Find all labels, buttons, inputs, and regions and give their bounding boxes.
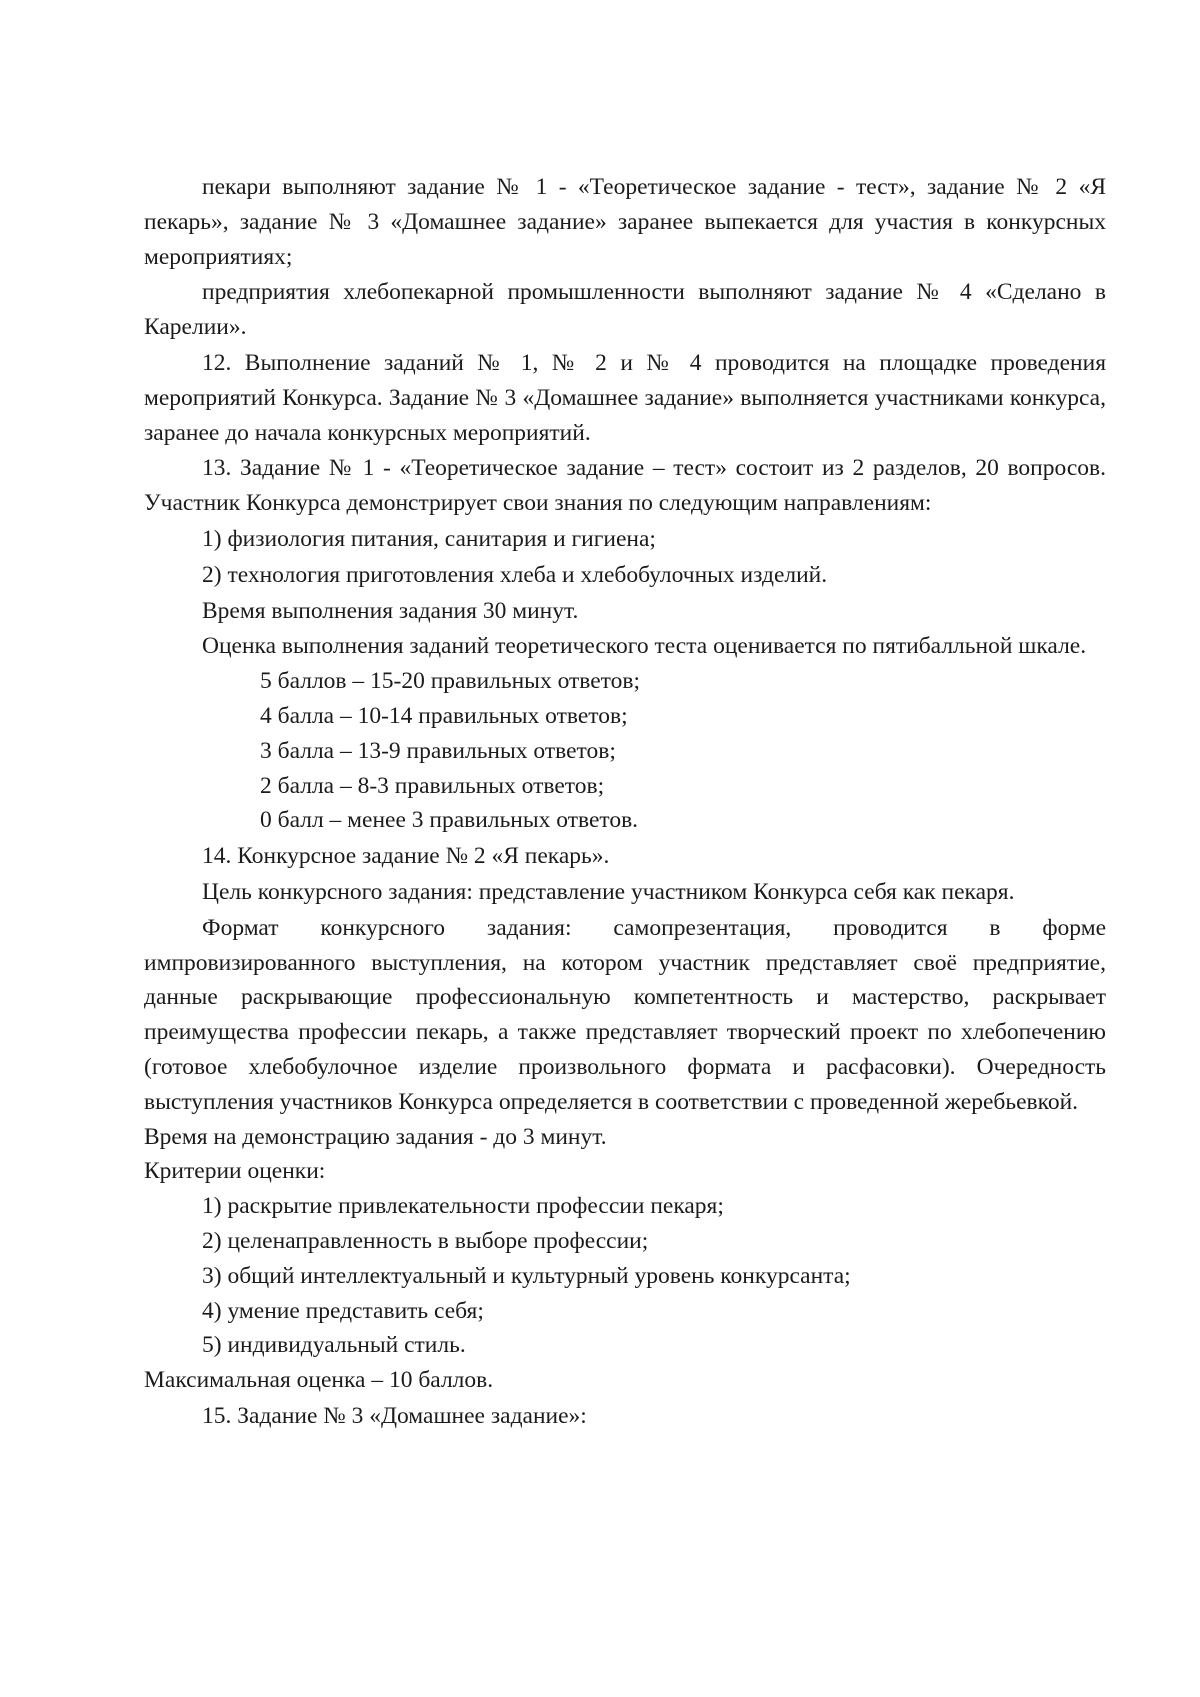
topic-technology: 2) технология приготовления хлеба и хлебобулочных изделий. <box>202 561 828 588</box>
paragraph-item-13: 13. Задание № 1 - «Теоретическое задание – тест» состоит из 2 разделов, 20 вопросов. Участник Конкурса демонстрирует свои знания по следующим направлениям: <box>144 455 1106 517</box>
criteria-item: 4) умение представить себя; <box>202 1297 484 1324</box>
criteria-item: 2) целенаправленность в выборе профессии; <box>202 1227 649 1254</box>
section-14-goal: Цель конкурсного задания: представление участником Конкурса себя как пекаря. <box>202 878 1015 905</box>
score-line: 3 балла – 13-9 правильных ответов; <box>260 737 616 764</box>
topic-physiology: 1) физиология питания, санитария и гигиена; <box>202 525 656 552</box>
test-evaluation: Оценка выполнения заданий теоретического теста оценивается по пятибалльной шкале. <box>202 633 1087 660</box>
score-line: 0 балл – менее 3 правильных ответов. <box>260 807 639 834</box>
section-14-format: Формат конкурсного задания: самопрезентация, проводится в форме импровизированного выступления, на котором участник представляет своё предприятие, данные раскрывающие профессиональную компетентность и мастерство, раскрывает преимущества профессии пекарь, а также представляет творческий проект по хлебопечению (готовое хлебобулочное изделие произвольного формата и расфасовки). Очередность выступления участников Конкурса определяется в соответствии с проведенной жеребьевкой. <box>144 914 1106 1115</box>
criteria-item: 1) раскрытие привлекательности профессии пекаря; <box>202 1193 724 1220</box>
criteria-heading: Критерии оценки: <box>144 1158 326 1185</box>
paragraph-item-12: 12. Выполнение заданий № 1, № 2 и № 4 проводится на площадке проведения мероприятий Конкурса. Задание № 3 «Домашнее задание» выполняется участниками конкурса, заранее до начала конкурсных мероприятий. <box>144 349 1106 446</box>
criteria-item: 3) общий интеллектуальный и культурный уровень конкурсанта; <box>202 1262 851 1289</box>
criteria-item: 5) индивидуальный стиль. <box>202 1332 466 1359</box>
section-14-heading: 14. Конкурсное задание № 2 «Я пекарь». <box>202 843 610 870</box>
paragraph-bakers-tasks: пекари выполняют задание № 1 - «Теоретическое задание - тест», задание № 2 «Я пекарь», задание № 3 «Домашнее задание» заранее выпекается для участия в конкурсных мероприятиях; <box>144 174 1106 270</box>
max-score: Максимальная оценка – 10 баллов. <box>144 1367 494 1394</box>
section-15-heading: 15. Задание № 3 «Домашнее задание»: <box>202 1402 587 1429</box>
score-line: 5 баллов – 15-20 правильных ответов; <box>260 668 641 695</box>
score-line: 4 балла – 10-14 правильных ответов; <box>260 702 628 729</box>
score-line: 2 балла – 8-3 правильных ответов; <box>260 772 605 799</box>
paragraph-enterprises-task: предприятия хлебопекарной промышленности выполняют задание № 4 «Сделано в Карелии». <box>144 279 1106 341</box>
test-duration: Время выполнения задания 30 минут. <box>202 597 579 624</box>
document-body <box>144 170 1106 1434</box>
section-14-time: Время на демонстрацию задания - до 3 минут. <box>144 1123 607 1150</box>
